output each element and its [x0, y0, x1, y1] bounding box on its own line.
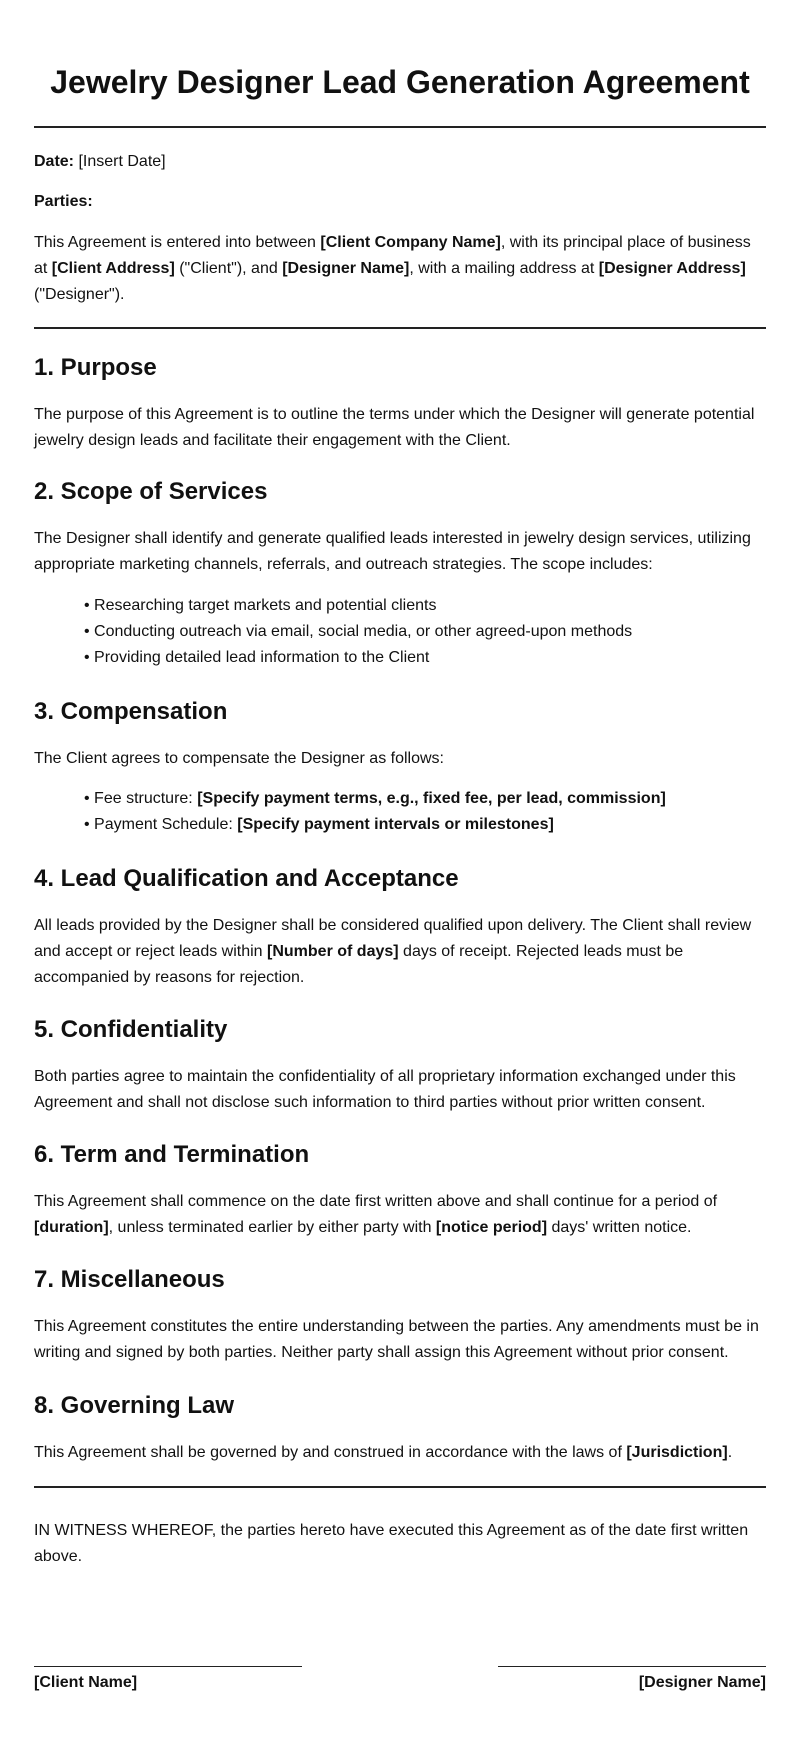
notice-period-placeholder: [notice period]: [435, 1219, 548, 1236]
parties-text: This Agreement is entered into between: [34, 234, 321, 251]
designer-signature-line: [498, 1666, 766, 1667]
section-body-scope: The Designer shall identify and generate qualified leads interested in jewelry design services, utilizing appropriate marketing channels, referrals, and outreach strategies. The scope includes:: [34, 530, 751, 573]
divider: [34, 327, 766, 329]
list-item: • Researching target markets and potential clients: [84, 593, 766, 619]
list-item: • Conducting outreach via email, social media, or other agreed-upon methods: [84, 619, 766, 645]
body-text: days of receipt. Rejected leads must be accompanied by reasons for rejection.: [34, 943, 684, 986]
section-heading-compensation: 3. Compensation: [34, 698, 228, 725]
parties-paragraph: [34, 230, 766, 308]
section-heading-scope: 2. Scope of Services: [34, 478, 268, 505]
schedule-placeholder: [Specify payment intervals or milestones]: [237, 816, 554, 833]
client-company-placeholder: [Client Company Name]: [320, 234, 501, 251]
body-text: All leads provided by the Designer shall be considered qualified upon delivery. The Client shall review and accept or reject leads within: [34, 917, 752, 960]
body-text: This Agreement shall be governed by and construed in accordance with the laws of: [34, 1444, 627, 1461]
section-body-purpose: The purpose of this Agreement is to outline the terms under which the Designer will generate potential jewelry design leads and facilitate their engagement with the Client.: [34, 406, 755, 449]
section-heading-confidentiality: 5. Confidentiality: [34, 1016, 228, 1043]
designer-address-placeholder: [Designer Address]: [598, 260, 746, 277]
section-heading-misc: 7. Miscellaneous: [34, 1266, 225, 1293]
parties-text: ("Client"), and: [174, 260, 283, 277]
section-heading-law: 8. Governing Law: [34, 1392, 235, 1419]
designer-name-placeholder: [Designer Name]: [282, 260, 410, 277]
list-item: [84, 786, 766, 812]
parties-label-line: [34, 189, 766, 215]
section-heading-purpose: 1. Purpose: [34, 354, 157, 381]
section-heading-qualification: 4. Lead Qualification and Acceptance: [34, 865, 459, 892]
client-signature-line: [34, 1666, 302, 1667]
parties-label: Parties:: [34, 193, 93, 210]
fee-placeholder: [Specify payment terms, e.g., fixed fee, per lead, commission]: [197, 790, 666, 807]
section-heading-term: 6. Term and Termination: [34, 1141, 310, 1168]
body-text: days' written notice.: [547, 1219, 692, 1236]
section-body-law: [34, 1440, 766, 1466]
section-body-misc: This Agreement constitutes the entire understanding between the parties. Any amendments must be in writing and signed by both parties. Neither party shall assign this Agreement without prior consent.: [34, 1318, 759, 1361]
body-text: , unless terminated earlier by either party with: [108, 1219, 436, 1236]
fee-label: Fee structure:: [94, 790, 198, 807]
compensation-list: [84, 786, 766, 838]
jurisdiction-placeholder: [Jurisdiction]: [626, 1444, 728, 1461]
parties-text: , with a mailing address at: [409, 260, 599, 277]
page-title: Jewelry Designer Lead Generation Agreement: [50, 64, 750, 100]
date-line: [34, 149, 766, 175]
scope-list: [84, 593, 766, 671]
duration-placeholder: [duration]: [34, 1219, 109, 1236]
parties-text: ("Designer").: [34, 286, 125, 303]
section-body-term: [34, 1189, 766, 1241]
client-name-signature: [Client Name]: [34, 1674, 138, 1691]
date-label: Date:: [34, 153, 75, 170]
body-text: This Agreement shall commence on the date first written above and shall continue for a period of: [34, 1193, 718, 1210]
designer-name-signature: [Designer Name]: [638, 1674, 766, 1691]
list-item: [84, 812, 766, 838]
divider: [34, 126, 766, 128]
section-body-confidentiality: Both parties agree to maintain the confidentiality of all proprietary information exchanged under this Agreement and shall not disclose such information to third parties without prior written consent.: [34, 1068, 736, 1111]
client-address-placeholder: [Client Address]: [51, 260, 175, 277]
section-body-qualification: [34, 913, 766, 991]
divider: [34, 1486, 766, 1488]
days-placeholder: [Number of days]: [267, 943, 399, 960]
body-text: .: [727, 1444, 733, 1461]
schedule-label: Payment Schedule:: [94, 816, 238, 833]
section-body-compensation: The Client agrees to compensate the Designer as follows:: [34, 750, 444, 767]
list-item: • Providing detailed lead information to the Client: [84, 645, 766, 671]
parties-text: , with its principal place of business at: [34, 234, 751, 277]
date-value: [Insert Date]: [78, 153, 166, 170]
witness-paragraph: IN WITNESS WHEREOF, the parties hereto have executed this Agreement as of the date first written above.: [34, 1522, 749, 1565]
